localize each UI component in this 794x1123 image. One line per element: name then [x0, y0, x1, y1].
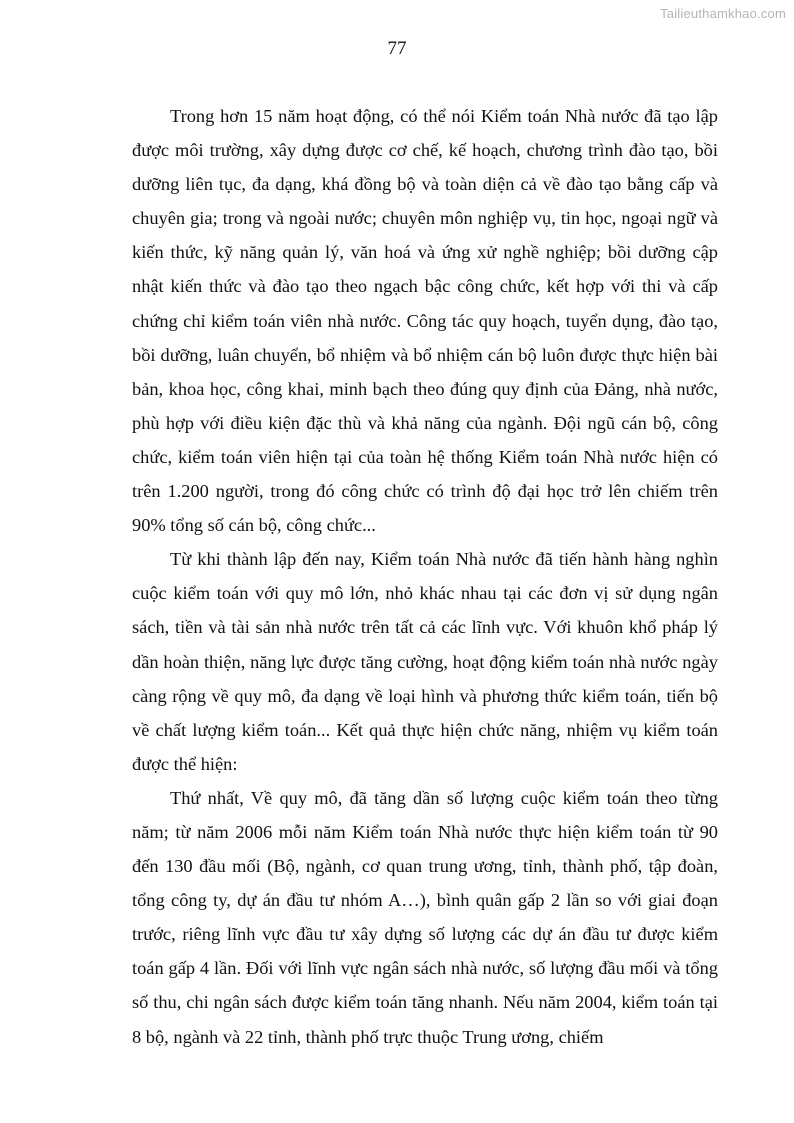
- document-body: [132, 99, 718, 1054]
- paragraph-1: Trong hơn 15 năm hoạt động, có thể nói Kiểm toán Nhà nước đã tạo lập được môi trường, xây dựng được cơ chế, kế hoạch, chương trình đào tạo, bồi dưỡng liên tục, đa dạng, khá đồng bộ và toàn diện cả về đào tạo bằng cấp và chuyên gia; trong và ngoài nước; chuyên môn nghiệp vụ, tin học, ngoại ngữ và kiến thức, kỹ năng quản lý, văn hoá và ứng xử nghề nghiệp; bồi dưỡng cập nhật kiến thức và đào tạo theo ngạch bậc công chức, kết hợp với thi và cấp chứng chỉ kiểm toán viên nhà nước. Công tác quy hoạch, tuyển dụng, đào tạo, bồi dưỡng, luân chuyển, bổ nhiệm và bổ nhiệm cán bộ luôn được thực hiện bài bản, khoa học, công khai, minh bạch theo đúng quy định của Đảng, nhà nước, phù hợp với điều kiện đặc thù và khả năng của ngành. Đội ngũ cán bộ, công chức, kiểm toán viên hiện tại của toàn hệ thống Kiểm toán Nhà nước hiện có trên 1.200 người, trong đó công chức có trình độ đại học trở lên chiếm trên 90% tổng số cán bộ, công chức...: [132, 106, 718, 536]
- watermark-text: Tailieuthamkhao.com: [660, 6, 786, 21]
- paragraph-2: Từ khi thành lập đến nay, Kiểm toán Nhà nước đã tiến hành hàng nghìn cuộc kiểm toán với quy mô lớn, nhỏ khác nhau tại các đơn vị sử dụng ngân sách, tiền và tài sản nhà nước trên tất cả các lĩnh vực. Với khuôn khổ pháp lý dần hoàn thiện, năng lực được tăng cường, hoạt động kiểm toán nhà nước ngày càng rộng về quy mô, đa dạng về loại hình và phương thức kiểm toán, tiến bộ về chất lượng kiểm toán... Kết quả thực hiện chức năng, nhiệm vụ kiểm toán được thể hiện:: [132, 549, 718, 774]
- page-number: 77: [387, 38, 407, 59]
- paragraph-3: Thứ nhất, Về quy mô, đã tăng dần số lượng cuộc kiểm toán theo từng năm; từ năm 2006 mỗi năm Kiểm toán Nhà nước thực hiện kiểm toán từ 90 đến 130 đầu mối (Bộ, ngành, cơ quan trung ương, tỉnh, thành phố, tập đoàn, tổng công ty, dự án đầu tư nhóm A…), bình quân gấp 2 lần so với giai đoạn trước, riêng lĩnh vực đầu tư xây dựng số lượng các dự án đầu tư được kiểm toán gấp 4 lần. Đối với lĩnh vực ngân sách nhà nước, số lượng đầu mối và tổng số thu, chi ngân sách được kiểm toán tăng nhanh. Nếu năm 2004, kiểm toán tại 8 bộ, ngành và 22 tỉnh, thành phố trực thuộc Trung ương, chiếm: [132, 787, 718, 1047]
